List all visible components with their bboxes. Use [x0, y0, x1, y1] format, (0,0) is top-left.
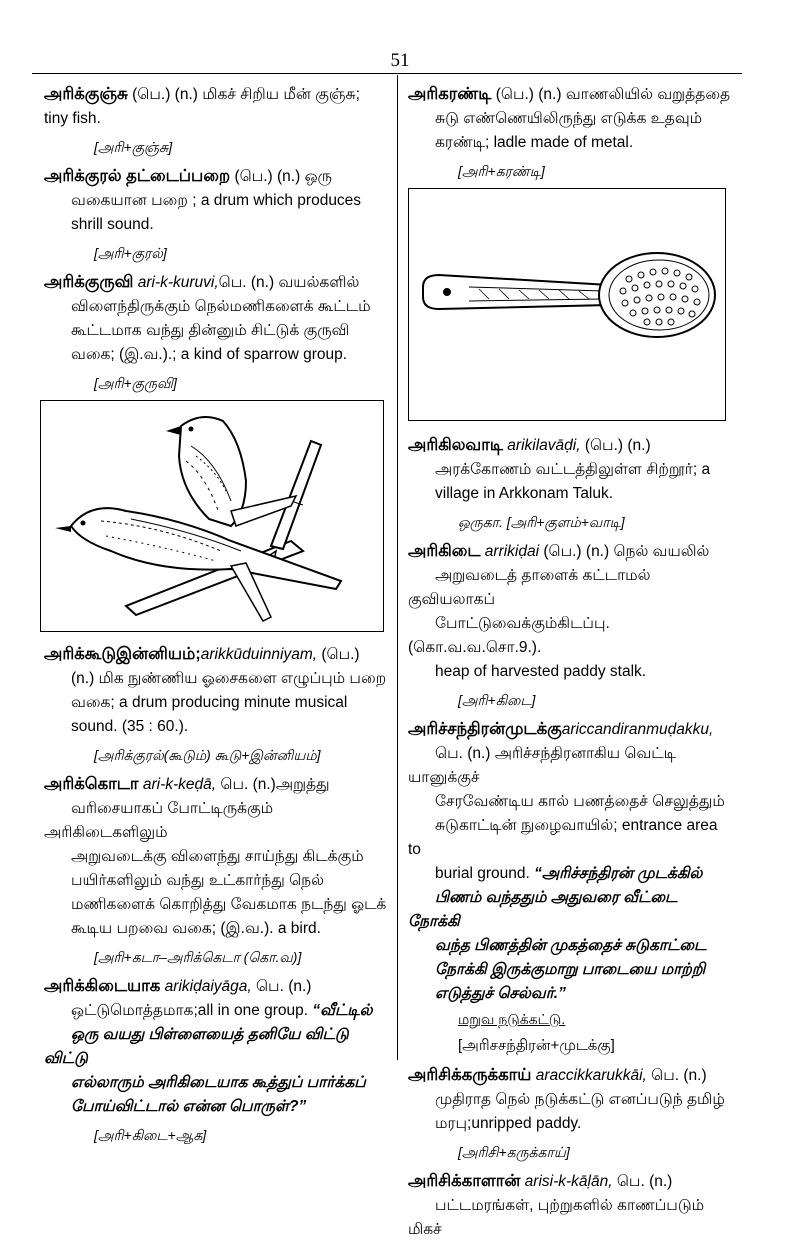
- definition-line: பயிர்களிலும் வந்து உட்கார்ந்து நெல்: [71, 872, 324, 889]
- top-rule: [32, 73, 742, 74]
- transliteration: ariccandiranmuḍakku,: [561, 721, 714, 738]
- definition-line: பெ. (n.)அறுத்து: [216, 776, 330, 793]
- definition-line: அரக்கோணம் வட்டத்திலுள்ள சிற்றூர்; a: [435, 461, 711, 478]
- headword: அரிகரண்டி: [408, 85, 492, 103]
- headword: அரிகிடை: [408, 542, 481, 560]
- headword: அரிச்சந்திரன்முடக்கு: [408, 720, 562, 738]
- example-quote: பிணம் வந்ததும் அதுவரை வீட்டை நோக்கி: [408, 889, 678, 930]
- entry-arikkunju: [44, 82, 394, 131]
- definition-line: பெ. (n.) அரிச்சந்திரனாகிய வெட்டி யானுக்குச்: [408, 745, 676, 786]
- definition-line: சுடு எண்ணெயிலிருந்து எடுக்க உதவும்: [435, 110, 703, 127]
- etymology: [அரி+கடா–அரிக்கெடா (கொ.வ)]: [94, 949, 302, 965]
- definition-line: வகை; (இ.வ.).; a kind of sparrow group.: [71, 346, 348, 363]
- ladle-illustration: [408, 188, 726, 421]
- headword: அரிக்கொடா: [44, 775, 139, 793]
- headword: அரிக்கூடுஇன்னியம்;: [44, 645, 201, 663]
- etymology: [அரி+கிடை+ஆக]: [94, 1127, 207, 1143]
- entry-arisikkalan: [408, 1169, 733, 1242]
- entry-arikarandi: [408, 82, 733, 155]
- bird-illustration: [40, 400, 384, 632]
- transliteration: arisi-k-kāḷān,: [520, 1173, 613, 1190]
- definition-line: மணிகளைக் கொறித்து வேகமாக நடந்து ஓடக்: [71, 896, 387, 913]
- etymology: ஒருகா. [அரி+குளம்+வாடி]: [458, 514, 625, 530]
- example-quote: நோக்கி இருக்குமாறு பாடையை மாற்றி: [435, 961, 706, 978]
- etymology: [அரி+குரல்]: [94, 245, 167, 261]
- headword: அரிக்குருவி: [44, 273, 134, 291]
- definition-line: விளைந்திருக்கும் நெல்மணிகளைக் கூட்டம்: [71, 298, 371, 315]
- definition-line: வரிசையாகப் போட்டிருக்கும் அரிகிடைகளிலும்: [44, 800, 274, 841]
- definition-line: போட்டுவைக்கும்கிடப்பு. (கொ.வ.வ.சொ.9.).: [408, 615, 610, 656]
- column-divider: [397, 75, 398, 1060]
- definition-line: கூடிய பறவை வகை; (இ.வ.). a bird.: [71, 920, 321, 937]
- entry-arikilavadi: [408, 433, 733, 506]
- definition-line: heap of harvested paddy stalk.: [435, 663, 647, 680]
- headword: அரிக்குரல் தட்டைப்பறை: [44, 167, 231, 185]
- definition-line: பெ. (n.): [251, 978, 312, 995]
- etymology: [அரிக்குரல்(கூடும்) கூடு+இன்னியம்]: [94, 747, 321, 763]
- transliteration: arikiḍaiyāga,: [160, 978, 252, 995]
- entry-arikkural-thattaipparai: [44, 164, 394, 237]
- definition-line: சுடுகாட்டின் நுழைவாயில்; entrance area to: [408, 817, 718, 858]
- definition-line: (பெ.) (n.) வாணலியில் வறுத்ததை: [491, 86, 731, 103]
- definition-line: மரபு;unripped paddy.: [435, 1115, 582, 1132]
- definition-line: வகை; a drum producing minute musical: [71, 694, 348, 711]
- sparrow-drawing: [41, 401, 382, 630]
- example-quote: “அரிச்சந்திரன் முடக்கில்: [534, 865, 703, 882]
- definition-line: (n.) மிக நுண்ணிய ஓசைகளை எழுப்பும் பறை: [71, 670, 387, 687]
- definition-line: burial ground.: [435, 865, 535, 882]
- example-quote: போய்விட்டால் என்ன பொருள்?”: [71, 1098, 307, 1115]
- entry-arikkuduinniyam: [44, 642, 394, 739]
- example-quote: “வீட்டில்: [312, 1002, 373, 1019]
- example-quote: ஒரு வயது பிள்ளையைத் தனியே விட்டு விட்டு: [44, 1026, 349, 1067]
- example-quote: எடுத்துச் செல்வர்.”: [435, 985, 566, 1002]
- definition-line: கரண்டி; ladle made of metal.: [435, 134, 634, 151]
- transliteration: arikilavāḍi,: [502, 437, 581, 454]
- right-column: [408, 82, 733, 1242]
- definition-line: shrill sound.: [71, 216, 154, 233]
- headword: அரிசிக்கருக்காய்: [408, 1066, 532, 1084]
- definition-line: sound. (35 : 60.).: [71, 718, 189, 735]
- transliteration: arikkūduinniyam,: [200, 646, 318, 663]
- definition-line: (பெ.) (n.): [580, 437, 651, 454]
- definition-line: (பெ.): [317, 646, 360, 663]
- headword: அரிக்குஞ்சு: [44, 85, 128, 103]
- headword: அரிகிலவாடி: [408, 436, 503, 454]
- entry-ariccandiranmudakku: [408, 717, 733, 1006]
- definition-line: வகையான பறை ; a drum which produces: [71, 192, 362, 209]
- etymology: [அரி+குருவி]: [94, 375, 177, 391]
- synonym-text: மறுவ நடுக்கட்டு.: [458, 1011, 566, 1027]
- definition-line: அறுவடைக்கு விளைந்து சாய்ந்து கிடக்கும்: [71, 848, 364, 865]
- etymology: [அரிசி+கருக்காய்]: [458, 1144, 570, 1160]
- definition-line: சேரவேண்டிய கால் பணத்தைச் செலுத்தும்: [435, 793, 725, 810]
- transliteration: ari-k-kuruvi,: [133, 274, 219, 291]
- transliteration: araccikkarukkāi,: [531, 1067, 647, 1084]
- etymology: [அரி+கரண்டி]: [458, 163, 545, 179]
- page-number: 51: [390, 50, 410, 71]
- definition-line: (பெ.) (n.) ஒரு: [230, 168, 332, 185]
- transliteration: arrikiḍai: [480, 543, 540, 560]
- definition-line: பட்டமரங்கள், புற்றுகளில் காணப்படும் மிகச்: [408, 1197, 705, 1238]
- etymology: [அரி+கிடை]: [458, 692, 536, 708]
- definition-line: பெ. (n.) வயல்களில்: [218, 274, 360, 291]
- synonym-note: [408, 1008, 733, 1030]
- headword: அரிசிக்காளான்: [408, 1172, 521, 1190]
- definition-line: (பெ.) (n.) மிகச் சிறிய மீன் குஞ்சு;: [127, 86, 360, 103]
- entry-arikkidaiyaga: [44, 974, 394, 1119]
- entry-arikkeda: [44, 772, 394, 941]
- definition-line: முதிராத நெல் நடுக்கட்டு எனப்படுந் தமிழ்: [435, 1091, 725, 1108]
- left-column: [44, 82, 394, 1152]
- transliteration: ari-k-keḍā,: [138, 776, 217, 793]
- definition-line: அறுவடைத் தாளைக் கட்டாமல் குவியலாகப்: [408, 567, 651, 608]
- definition-line: (பெ.) (n.) நெல் வயலில்: [539, 543, 710, 560]
- headword: அரிக்கிடையாக: [44, 977, 161, 995]
- etymology: [அரி+குஞ்சு]: [94, 139, 173, 155]
- example-quote: எல்லாரும் அரிகிடையாக கூத்துப் பார்க்கப்: [71, 1074, 366, 1091]
- entry-arikkuruvi: [44, 270, 394, 367]
- example-quote: வந்த பிணத்தின் முகத்தைச் சுடுகாட்டை: [435, 937, 707, 954]
- definition-line: பெ. (n.): [646, 1067, 707, 1084]
- definition-line: tiny fish.: [44, 110, 101, 127]
- etymology: [அரிசசந்திரன்+முடக்கு]: [458, 1037, 615, 1054]
- definition-line: village in Arkkonam Taluk.: [435, 485, 614, 502]
- entry-arikidai: [408, 539, 733, 684]
- definition-line: கூட்டமாக வந்து தின்னும் சிட்டுக் குருவி: [71, 322, 350, 339]
- definition-line: பெ. (n.): [612, 1173, 673, 1190]
- ladle-drawing: [409, 189, 724, 419]
- definition-line: ஒட்டுமொத்தமாக;all in one group.: [71, 1002, 313, 1019]
